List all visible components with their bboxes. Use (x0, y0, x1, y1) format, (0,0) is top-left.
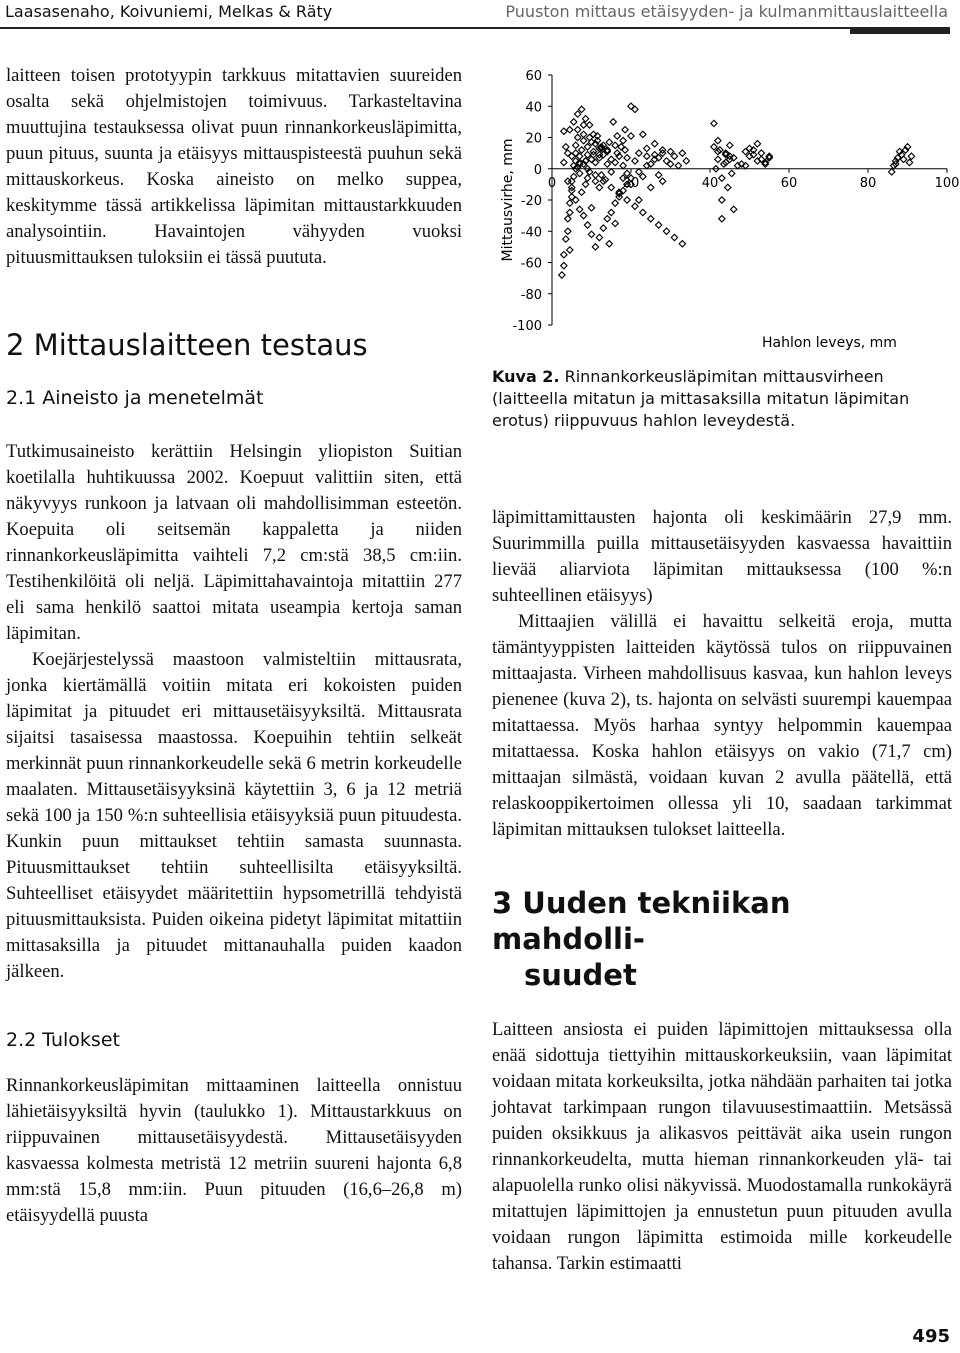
running-head-authors: Laasasenaho, Koivuniemi, Melkas & Räty (5, 2, 333, 21)
data-point (561, 251, 567, 257)
data-point (592, 178, 598, 184)
data-point (655, 172, 661, 178)
data-point (561, 262, 567, 268)
data-point (596, 234, 602, 240)
y-tick-label: -60 (520, 256, 542, 272)
data-point (715, 156, 721, 162)
caption-label: Kuva 2. (492, 367, 560, 386)
y-tick-label: -40 (520, 225, 542, 241)
right-column (492, 505, 952, 1277)
data-point (600, 225, 606, 231)
data-point (571, 119, 577, 125)
data-point (648, 216, 654, 222)
data-point (652, 141, 658, 147)
data-point (576, 170, 582, 176)
data-point (620, 137, 626, 143)
data-point (563, 236, 569, 242)
data-point (610, 119, 616, 125)
header-rule (0, 27, 950, 29)
data-point (725, 184, 731, 190)
section-3-heading (492, 885, 952, 993)
caption-text: Rinnankorkeusläpimitan mittausvirheen (laitteella mitatun ja mittasaksilla mitatun läpimitan erotus) riippuvuus hahlon leveydestä. (492, 367, 910, 430)
data-point (671, 234, 677, 240)
data-point (565, 216, 571, 222)
data-point (683, 158, 689, 164)
data-point (659, 178, 665, 184)
data-point (574, 134, 580, 140)
data-point (606, 139, 612, 145)
data-point (574, 111, 580, 117)
data-point (578, 189, 584, 195)
paragraph-2-1-b: Koejärjestelyssä maastoon valmisteltiin mittausrata, jonka kiertämällä voitiin mitata eri kokoisten puiden läpimitat ja pituudet eri mittausetäisyyksiltä. Mittausrata sijaitsi tasaisessa maastossa. Koepuihin tehtiin selkeät merkinnät puun rinnankorkeudelle sekä 6 metrin korkeudelle maalaten. Mittausetäisyyksinä käytettiin 3, 6 ja 12 metriä sekä 100 ja 150 %:n suhteellisia etäisyyksiä puun pituudesta. Kunkin puun mittaukset tehtiin samasta suunnasta. Pituusmittaukset tehtiin suhteellisilta etäisyyksiltä. Suhteelliset etäisyydet määritettiin hypsometrillä tehdyistä pituusmittauksista. Puiden oikeina pidetyt läpimitat mitattiin mittasaksilla ja pituudet mittanauhalla puiden kaadon jälkeen. (6, 649, 462, 982)
data-point (640, 131, 646, 137)
y-tick-label: 0 (533, 162, 542, 178)
data-point (608, 169, 614, 175)
x-tick-label: 80 (859, 175, 877, 191)
data-point (582, 181, 588, 187)
data-point (655, 222, 661, 228)
data-point (729, 170, 735, 176)
running-head-title: Puuston mittaus etäisyyden- ja kulmanmittauslaitteella (505, 2, 948, 21)
data-point (671, 153, 677, 159)
x-axis-label: Hahlon leveys, mm (762, 335, 897, 351)
data-point (632, 203, 638, 209)
data-point (604, 161, 610, 167)
x-tick-label: 60 (780, 175, 798, 191)
right-paragraph-1: läpimittamittausten hajonta oli keskimäärin 27,9 mm. Suurimmilla puilla mittausetäisyyden kasvaessa havaittiin lievää aliarviota läpimitan mittauksessa (100 %:n suhteellinen etäisyys) (492, 507, 952, 606)
y-tick-label: -100 (512, 319, 542, 334)
y-tick-label: -80 (520, 287, 542, 303)
data-point (908, 153, 914, 159)
data-point (567, 126, 573, 132)
data-point (608, 209, 614, 215)
data-point (889, 169, 895, 175)
data-point (754, 141, 760, 147)
data-point (584, 222, 590, 228)
section-2-heading: 2 Mittauslaitteen testaus (6, 328, 368, 362)
data-point (758, 150, 764, 156)
left-column (6, 63, 462, 1229)
x-tick-label: 20 (622, 175, 640, 191)
data-point (559, 272, 565, 278)
header-rule-block (850, 27, 950, 34)
x-tick-label: 100 (934, 175, 960, 191)
paragraph-2-1-a: Tutkimusaineisto kerättiin Helsingin yliopiston Suitian koetilalla huhtikuussa 2002. Koepuut valittiin siten, että näkyvyys runkoon ja latvaan oli mahdollisimman esteetön. Koepuita oli seitsemän kappaletta ja niiden rinnankorkeusläpimitta vaihteli 7,2 cm:stä 38,5 cm:iin. Testihenkilöitä oli neljä. Läpimittahavaintoja mitattiin 277 eli sama henkilö saattoi mitata useampia kertoja saman läpimitan. (6, 441, 462, 644)
data-point (636, 197, 642, 203)
data-point (612, 142, 618, 148)
data-point (604, 216, 610, 222)
subsection-2-1-heading: 2.1 Aineisto ja menetelmät (6, 387, 264, 409)
data-point (624, 155, 630, 161)
y-tick-label: -20 (520, 194, 542, 209)
data-point (636, 150, 642, 156)
data-point (573, 142, 579, 148)
y-tick-label: 60 (525, 69, 542, 84)
running-head (0, 0, 960, 30)
data-point (578, 106, 584, 112)
data-point (731, 206, 737, 212)
data-point (632, 158, 638, 164)
data-point (614, 133, 620, 139)
data-point (592, 244, 598, 250)
data-point (628, 133, 634, 139)
data-point (648, 184, 654, 190)
data-point (719, 216, 725, 222)
data-point (711, 144, 717, 150)
data-point (580, 131, 586, 137)
right-paragraph-3: Laitteen ansiosta ei puiden läpimittojen mittauksessa olla enää sidottuja tiettyihin mittauskorkeuksiin, vaan läpimitat voidaan mitata korkeuksilta, jotka nähdään parhaiten tai jotka johtavat tarkimpaan rungon tilavuusestimaattiin. Metsässä puiden oksikkuus ja alikasvos peittävät aika usein rungon rinnankorkeudelta, mutta hieman rinnankorkeuden ylä- tai alapuolella runko olisi näkyvissä. Muodostamalla runkokäyrä mitattujen läpimittojen ja ennustetun puun pituuden avulla voidaan rungon läpimitta estimoida mille korkeudelle tahansa. Tarkin estimaatti (492, 1019, 952, 1274)
data-point (612, 200, 618, 206)
data-point (567, 209, 573, 215)
section-3-heading-line1: 3 Uuden tekniikan mahdolli- (492, 886, 791, 956)
data-point (565, 228, 571, 234)
data-point (719, 197, 725, 203)
y-axis-label: Mittausvirhe, mm (500, 138, 516, 262)
data-point (584, 144, 590, 150)
section-3-heading-line2: suudet (524, 958, 637, 992)
x-tick-label: 0 (547, 175, 557, 191)
y-tick-label: 20 (525, 131, 542, 147)
data-point (612, 220, 618, 226)
data-point (644, 145, 650, 151)
data-point (636, 169, 642, 175)
data-point (906, 159, 912, 165)
figure-caption (492, 366, 952, 432)
intro-paragraph: laitteen toisen prototyypin tarkkuus mitattavien suureiden osalta sekä ohjelmistojen toimivuus. Tarkasteltavina muuttujina testauksessa olivat puun rinnankorkeusläpimitta, puun pituus, suunta ja etäisyys mittauspisteestä puuhun sekä mittauskorkeus. Koska aineisto on melko suppea, keskitymme tässä artikkelissa läpimitan mittaustarkkuuden analysointiin. Havaintojen vähyyden vuoksi pituusmittauksen tuloksiin ei tässä puututa. (6, 65, 462, 268)
figure-2-chart (492, 55, 960, 365)
data-point (580, 137, 586, 143)
data-point (582, 116, 588, 122)
data-point (620, 162, 626, 168)
right-paragraph-2: Mittaajien välillä ei havaittu selkeitä eroja, mutta tämäntyyppisten laitteiden käytössä tulos on riippuvainen mittaajasta. Virheen mahdollisuus kasvaa, kun hahlon leveys pienenee (kuva 2), ts. hajonta on selvästi suurempi kauempaa mitattaessa. Myös harhaa syntyy helpommin kauempaa mitattaessa. Koska hahlon etäisyys on vakio (71,7 cm) mittaajan silmästä, voidaan kuvan 2 avulla päätellä, että relaskooppikertoimen ollessa yli 10, saadaan tarkimmat läpimitan mittauksen tulokset laitteella. (492, 611, 952, 840)
data-point (567, 247, 573, 253)
data-point (675, 162, 681, 168)
data-point (622, 126, 628, 132)
y-tick-label: 40 (525, 100, 542, 116)
data-point (588, 231, 594, 237)
data-point (574, 126, 580, 132)
data-point (567, 200, 573, 206)
data-point (576, 206, 582, 212)
data-point (596, 184, 602, 190)
data-point (561, 159, 567, 165)
data-point (644, 153, 650, 159)
data-point (667, 148, 673, 154)
data-point (679, 150, 685, 156)
data-point (719, 175, 725, 181)
data-point (578, 147, 584, 153)
scatter-plot (492, 55, 960, 365)
data-point (640, 173, 646, 179)
data-point (563, 144, 569, 150)
data-point (663, 228, 669, 234)
data-point (561, 128, 567, 134)
data-point (624, 197, 630, 203)
x-tick-label: 40 (701, 175, 719, 191)
data-point (584, 175, 590, 181)
data-point (580, 212, 586, 218)
page-number: 495 (912, 1326, 950, 1347)
data-point (640, 209, 646, 215)
data-point (711, 120, 717, 126)
data-point (608, 184, 614, 190)
subsection-2-2-heading: 2.2 Tulokset (6, 1029, 120, 1051)
data-point (727, 142, 733, 148)
paragraph-2-2: Rinnankorkeusläpimitan mittaaminen laitteella onnistuu lähietäisyyksiltä hyvin (taulukko 1). Mittaustarkkuus on riippuvainen mittausetäisyydestä. Mittausetäisyyden kasvaessa kolmesta metristä 12 metriin suureni hajonta 6,8 mm:stä 15,8 mm:iin. Puun pituuden (16,6–26,8 m) etäisyydellä puusta (6, 1075, 462, 1226)
data-point (606, 241, 612, 247)
data-point (715, 137, 721, 143)
data-point (679, 241, 685, 247)
data-point (588, 205, 594, 211)
